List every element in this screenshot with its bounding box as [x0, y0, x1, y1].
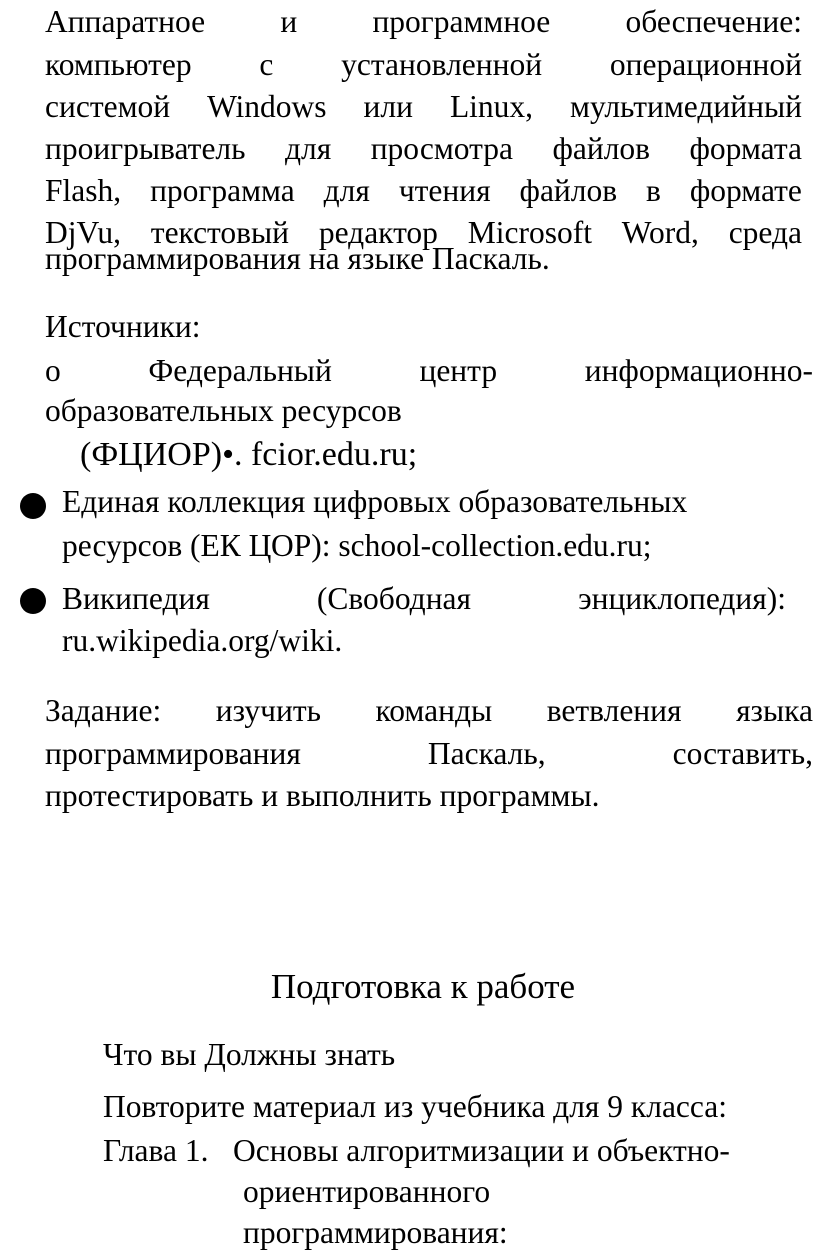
bullet-icon [20, 588, 46, 614]
source-line: ru.wikipedia.org/wiki. [62, 623, 343, 658]
word: составить, [672, 736, 813, 771]
instruction-line: Повторите материал из учебника для 9 класса: [103, 1089, 728, 1124]
task-line [45, 733, 813, 776]
chapter-label: Глава 1. [103, 1133, 209, 1168]
word: компьютер [45, 47, 192, 82]
subheading: Что вы Должны знать [103, 1037, 396, 1072]
intro-line [45, 86, 802, 129]
source-line: (ФЦИОР)•. fcior.edu.ru; [80, 436, 418, 473]
intro-line: программирования на языке Паскаль. [45, 241, 550, 276]
word: Задание: [45, 693, 162, 728]
word: системой [45, 89, 171, 124]
task-line [45, 690, 813, 733]
word: текстовый [150, 215, 290, 250]
word: проигрыватель [45, 131, 246, 166]
word: программное [372, 4, 551, 39]
word: Windows [207, 89, 327, 124]
word: информационно- [584, 353, 813, 388]
intro-line [45, 128, 802, 171]
section-heading: Подготовка к работе [270, 967, 576, 1006]
source-line: ресурсов (ЕК ЦОР): school-collection.edu.ru; [62, 528, 652, 563]
word: Linux, [449, 89, 534, 124]
word: (Свободная [316, 581, 472, 616]
word: формате [689, 173, 802, 208]
word: Word, [621, 215, 699, 250]
source-line [45, 350, 813, 393]
task-line: протестировать и выполнить программы. [45, 778, 600, 813]
source-line: Единая коллекция цифровых образовательных [62, 484, 688, 519]
word: Википедия [62, 581, 210, 616]
word: формата [689, 131, 802, 166]
word: языка [736, 693, 813, 728]
word: и [280, 4, 298, 39]
word: с [259, 47, 274, 82]
word: чтения [398, 173, 491, 208]
word: изучить [215, 693, 321, 728]
word: центр [419, 353, 498, 388]
word: Microsoft [467, 215, 592, 250]
intro-line [45, 44, 802, 87]
bullet-icon [20, 493, 46, 519]
word: просмотра [370, 131, 513, 166]
word: для [323, 173, 370, 208]
word: программирования [45, 736, 301, 771]
list-marker: o [45, 353, 61, 388]
word: установленной [341, 47, 543, 82]
word: операционной [609, 47, 802, 82]
chapter-title-line: ориентированного [243, 1174, 491, 1209]
sources-title: Источники: [45, 309, 201, 344]
word: энциклопедия): [578, 581, 786, 616]
word: в [646, 173, 661, 208]
chapter-title-line: программирования: [243, 1215, 508, 1250]
word: среда [728, 215, 802, 250]
source-line: образовательных ресурсов [45, 393, 402, 428]
word: или [363, 89, 413, 124]
source-line [62, 578, 786, 621]
word: редактор [318, 215, 438, 250]
word: Flash, [45, 173, 122, 208]
word: Аппаратное [45, 4, 206, 39]
word: DjVu, [45, 215, 121, 250]
word: обеспечение: [625, 4, 802, 39]
word: Паскаль, [427, 736, 546, 771]
intro-line [45, 170, 802, 213]
word: Федеральный [148, 353, 332, 388]
word: ветвления [546, 693, 682, 728]
word: мультимедийный [570, 89, 802, 124]
word: файлов [552, 131, 651, 166]
chapter-title-line: Основы алгоритмизации и объектно- [233, 1133, 730, 1168]
word: команды [375, 693, 493, 728]
word: для [284, 131, 332, 166]
intro-line [45, 1, 802, 44]
word: программа [150, 173, 295, 208]
word: файлов [519, 173, 618, 208]
